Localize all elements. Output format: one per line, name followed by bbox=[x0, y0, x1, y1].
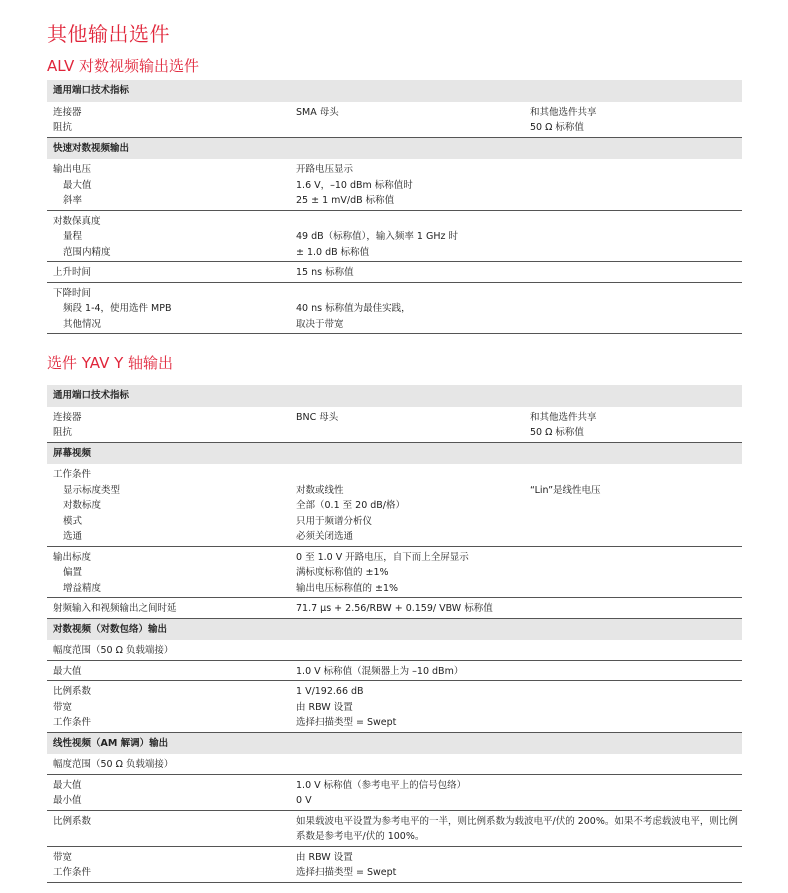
value-text: 1 V/192.66 dB bbox=[296, 686, 364, 697]
subsection-header bbox=[47, 442, 742, 464]
subsection-header bbox=[47, 385, 742, 407]
spec-value-cell bbox=[290, 102, 524, 138]
spec-note-cell bbox=[524, 407, 742, 443]
value-text: 满标度标称值的 ±1% bbox=[296, 567, 389, 578]
spec-note-cell bbox=[524, 774, 742, 810]
value-text: 选择扫描类型 = Swept bbox=[296, 717, 397, 728]
spec-note-cell bbox=[524, 660, 742, 681]
section-heading-yav: 选件 YAV Y 轴输出 bbox=[47, 354, 174, 372]
spec-row bbox=[47, 102, 742, 138]
spec-value-cell bbox=[290, 598, 524, 619]
page-title: 其他输出选件 bbox=[47, 22, 170, 46]
spec-value-cell bbox=[290, 546, 524, 598]
parameter-label: 射频输入和视频输出之间时延 bbox=[53, 603, 177, 614]
value-text: 15 ns 标称值 bbox=[296, 267, 354, 278]
value-text: 1.0 V 标称值（混频器上为 –10 dBm） bbox=[296, 665, 464, 677]
spec-parameter-cell bbox=[47, 407, 290, 443]
spec-value-cell bbox=[290, 210, 524, 262]
value-text: 只用于频谱分析仪 bbox=[296, 515, 373, 527]
spec-value-cell bbox=[290, 681, 524, 733]
value-text: 25 ± 1 mV/dB 标称值 bbox=[296, 195, 395, 206]
spec-note-cell bbox=[524, 754, 742, 774]
value-text: 必须关闭选通 bbox=[296, 531, 354, 542]
parameter-label: 斜率 bbox=[63, 195, 83, 206]
spec-row bbox=[47, 159, 742, 210]
parameter-label: 阻抗 bbox=[53, 122, 73, 133]
spec-note-cell bbox=[524, 262, 742, 283]
parameter-label: 对数标度 bbox=[63, 500, 102, 511]
value-text: 1.6 V，–10 dBm 标称值时 bbox=[296, 179, 413, 191]
spec-row bbox=[47, 660, 742, 681]
spec-note-cell bbox=[524, 546, 742, 598]
spec-parameter-cell bbox=[47, 102, 290, 138]
spec-parameter-cell bbox=[47, 754, 290, 774]
spec-value-cell bbox=[290, 846, 524, 882]
spec-parameter-cell bbox=[47, 598, 290, 619]
parameter-label: 增益精度 bbox=[63, 582, 102, 594]
parameter-label: 下降时间 bbox=[53, 287, 92, 299]
value-text: BNC 母头 bbox=[296, 411, 339, 423]
spec-parameter-cell bbox=[47, 640, 290, 660]
parameter-label: 带宽 bbox=[53, 701, 73, 713]
parameter-label: 连接器 bbox=[53, 411, 82, 423]
value-text: 1.0 V 标称值（参考电平上的信号包络） bbox=[296, 779, 467, 791]
parameter-label: 幅度范围（50 Ω 负载端接） bbox=[53, 645, 174, 656]
parameter-label: 连接器 bbox=[53, 106, 82, 118]
parameter-label: 最大值 bbox=[53, 665, 82, 677]
spec-row bbox=[47, 546, 742, 598]
spec-parameter-cell bbox=[47, 464, 290, 546]
value-text: 取决于带宽 bbox=[296, 318, 344, 330]
parameter-label: 阻抗 bbox=[53, 427, 73, 438]
parameter-label: 幅度范围（50 Ω 负载端接） bbox=[53, 759, 174, 770]
section-heading-alv: ALV 对数视频输出选件 bbox=[47, 57, 200, 75]
spec-parameter-cell bbox=[47, 774, 290, 810]
spec-note-cell bbox=[524, 640, 742, 660]
value-text: ± 1.0 dB 标称值 bbox=[296, 246, 370, 258]
parameter-label: 对数保真度 bbox=[53, 215, 101, 227]
spec-note-cell bbox=[524, 598, 742, 619]
spec-table-yav bbox=[47, 385, 742, 883]
value-text: 输出电压标称值的 ±1% bbox=[296, 582, 399, 594]
parameter-label: 比例系数 bbox=[53, 815, 92, 827]
value-text: 71.7 µs + 2.56/RBW + 0.159/ VBW 标称值 bbox=[296, 603, 493, 614]
parameter-label: 工作条件 bbox=[53, 469, 92, 480]
spec-value-cell bbox=[290, 810, 742, 846]
subsection-label: 对数视频（对数包络）输出 bbox=[47, 618, 742, 640]
note-text: 50 Ω 标称值 bbox=[530, 427, 584, 438]
spec-row bbox=[47, 210, 742, 262]
subsection-label: 线性视频（AM 解调）输出 bbox=[47, 732, 742, 754]
parameter-label: 带宽 bbox=[53, 851, 73, 863]
value-text: 40 ns 标称值为最佳实践， bbox=[296, 303, 411, 314]
spec-row bbox=[47, 464, 742, 546]
spec-value-cell bbox=[290, 774, 524, 810]
spec-value-cell bbox=[290, 754, 524, 774]
parameter-label: 范围内精度 bbox=[63, 246, 111, 258]
parameter-label: 比例系数 bbox=[53, 686, 92, 697]
parameter-label: 工作条件 bbox=[53, 717, 92, 728]
parameter-label: 偏置 bbox=[63, 567, 83, 578]
parameter-label: 频段 1-4，使用选件 MPB bbox=[63, 303, 172, 314]
note-text: “Lin”是线性电压 bbox=[530, 484, 601, 496]
spec-row bbox=[47, 598, 742, 619]
spec-parameter-cell bbox=[47, 262, 290, 283]
spec-value-cell bbox=[290, 407, 524, 443]
spec-parameter-cell bbox=[47, 210, 290, 262]
subsection-header bbox=[47, 137, 742, 159]
spec-parameter-cell bbox=[47, 282, 290, 334]
subsection-label: 通用端口技术指标 bbox=[47, 385, 742, 407]
spec-row bbox=[47, 754, 742, 774]
spec-row bbox=[47, 681, 742, 733]
parameter-label: 显示标度类型 bbox=[63, 484, 121, 496]
parameter-label: 最大值 bbox=[53, 779, 82, 791]
parameter-label: 量程 bbox=[63, 231, 83, 242]
note-text bbox=[530, 467, 742, 483]
note-text: 和其他选件共享 bbox=[530, 106, 597, 118]
value-text bbox=[296, 467, 524, 483]
spec-value-cell bbox=[290, 282, 524, 334]
parameter-label: 模式 bbox=[63, 515, 83, 527]
spec-row bbox=[47, 846, 742, 882]
note-text: 和其他选件共享 bbox=[530, 411, 597, 423]
spec-row bbox=[47, 407, 742, 443]
spec-parameter-cell bbox=[47, 546, 290, 598]
spec-note-cell bbox=[524, 681, 742, 733]
spec-parameter-cell bbox=[47, 660, 290, 681]
spec-row bbox=[47, 262, 742, 283]
spec-row bbox=[47, 810, 742, 846]
parameter-label: 上升时间 bbox=[53, 267, 92, 278]
spec-parameter-cell bbox=[47, 681, 290, 733]
value-text: 0 V bbox=[296, 795, 312, 806]
subsection-label: 快速对数视频输出 bbox=[47, 137, 742, 159]
value-text: 49 dB（标称值），输入频率 1 GHz 时 bbox=[296, 231, 459, 242]
spec-note-cell bbox=[524, 210, 742, 262]
subsection-header bbox=[47, 618, 742, 640]
spec-value-cell bbox=[290, 159, 524, 210]
subsection-header bbox=[47, 732, 742, 754]
value-text bbox=[296, 214, 524, 230]
spec-note-cell bbox=[524, 159, 742, 210]
spec-note-cell bbox=[524, 282, 742, 334]
spec-table-alv bbox=[47, 80, 742, 334]
spec-row bbox=[47, 774, 742, 810]
spec-note-cell bbox=[524, 102, 742, 138]
spec-parameter-cell bbox=[47, 810, 290, 846]
value-text: SMA 母头 bbox=[296, 106, 339, 118]
spec-parameter-cell bbox=[47, 159, 290, 210]
value-text: 由 RBW 设置 bbox=[296, 701, 353, 713]
spec-value-cell bbox=[290, 640, 524, 660]
spec-value-cell bbox=[290, 262, 524, 283]
value-text: 开路电压显示 bbox=[296, 164, 354, 175]
value-text: 选择扫描类型 = Swept bbox=[296, 867, 397, 878]
parameter-label: 输出电压 bbox=[53, 164, 92, 175]
parameter-label: 最小值 bbox=[53, 795, 82, 806]
value-text: 0 至 1.0 V 开路电压，自下而上全屏显示 bbox=[296, 551, 469, 563]
value-text bbox=[296, 286, 524, 302]
spec-parameter-cell bbox=[47, 846, 290, 882]
value-text: 由 RBW 设置 bbox=[296, 851, 353, 863]
subsection-header bbox=[47, 80, 742, 102]
parameter-label: 最大值 bbox=[63, 179, 92, 191]
spec-row bbox=[47, 282, 742, 334]
parameter-label: 其他情况 bbox=[63, 318, 102, 330]
value-text: 如果载波电平设置为参考电平的一半，则比例系数为载波电平/伏的 200%。如果不考虑载波电平，则比例系数是参考电平/伏的 100%。 bbox=[296, 815, 738, 842]
value-text: 对数或线性 bbox=[296, 484, 344, 496]
spec-note-cell bbox=[524, 464, 742, 546]
spec-row bbox=[47, 640, 742, 660]
parameter-label: 选通 bbox=[63, 531, 83, 542]
spec-value-cell bbox=[290, 660, 524, 681]
value-text: 全部（0.1 至 20 dB/格） bbox=[296, 500, 406, 511]
subsection-label: 通用端口技术指标 bbox=[47, 80, 742, 102]
parameter-label: 工作条件 bbox=[53, 867, 92, 878]
parameter-label: 输出标度 bbox=[53, 551, 92, 563]
spec-value-cell bbox=[290, 464, 524, 546]
note-text: 50 Ω 标称值 bbox=[530, 122, 584, 133]
spec-note-cell bbox=[524, 846, 742, 882]
subsection-label: 屏幕视频 bbox=[47, 442, 742, 464]
